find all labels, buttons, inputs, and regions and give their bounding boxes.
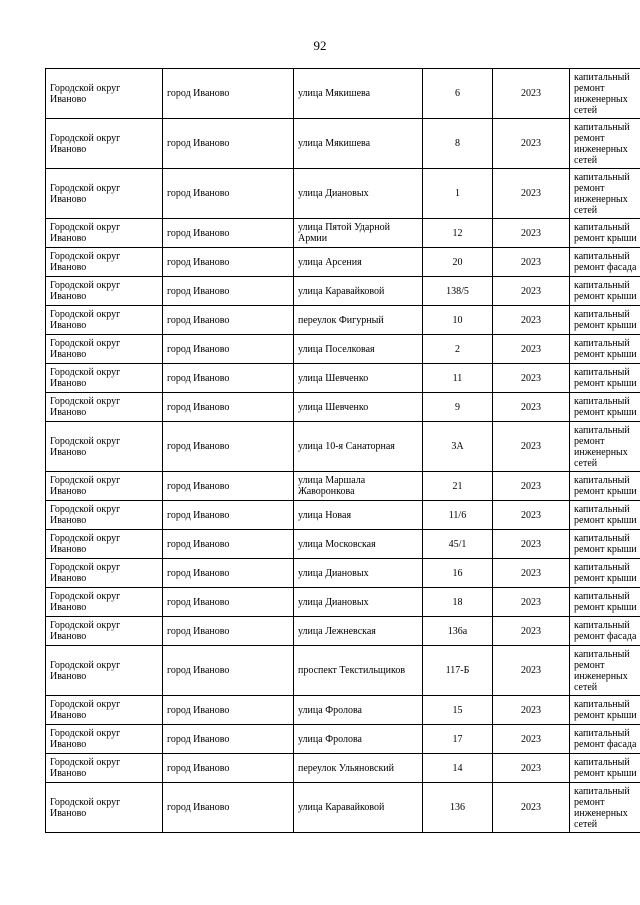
work-type-cell: капитальный ремонт крыши	[570, 696, 640, 725]
street-cell: улица Шевченко	[294, 393, 423, 422]
district-cell: Городской округ Иваново	[46, 501, 163, 530]
work-type-cell: капитальный ремонт крыши	[570, 559, 640, 588]
settlement-cell: город Иваново	[163, 277, 294, 306]
district-cell: Городской округ Иваново	[46, 754, 163, 783]
district-cell: Городской округ Иваново	[46, 646, 163, 696]
district-cell: Городской округ Иваново	[46, 588, 163, 617]
work-type-cell: капитальный ремонт крыши	[570, 364, 640, 393]
year-cell: 2023	[493, 588, 570, 617]
street-cell: улица Лежневская	[294, 617, 423, 646]
table-row	[46, 783, 640, 833]
street-cell: переулок Ульяновский	[294, 754, 423, 783]
house-number-cell: 21	[423, 472, 493, 501]
year-cell: 2023	[493, 335, 570, 364]
street-cell: улица Поселковая	[294, 335, 423, 364]
house-number-cell: 14	[423, 754, 493, 783]
work-type-cell: капитальный ремонт крыши	[570, 754, 640, 783]
table-row	[46, 248, 640, 277]
street-cell: улица Шевченко	[294, 364, 423, 393]
table-row	[46, 69, 640, 119]
house-number-cell: 136	[423, 783, 493, 833]
table-row	[46, 364, 640, 393]
district-cell: Городской округ Иваново	[46, 725, 163, 754]
work-type-cell: капитальный ремонт фасада	[570, 725, 640, 754]
settlement-cell: город Иваново	[163, 588, 294, 617]
table-row	[46, 530, 640, 559]
repair-schedule-table	[45, 68, 640, 833]
house-number-cell: 11/6	[423, 501, 493, 530]
district-cell: Городской округ Иваново	[46, 335, 163, 364]
house-number-cell: 17	[423, 725, 493, 754]
year-cell: 2023	[493, 501, 570, 530]
table-row	[46, 472, 640, 501]
work-type-cell: капитальный ремонт фасада	[570, 248, 640, 277]
year-cell: 2023	[493, 393, 570, 422]
work-type-cell: капитальный ремонт крыши	[570, 472, 640, 501]
table-row	[46, 559, 640, 588]
year-cell: 2023	[493, 169, 570, 219]
work-type-cell: капитальный ремонт инженерных сетей	[570, 119, 640, 169]
house-number-cell: 138/5	[423, 277, 493, 306]
table-row	[46, 306, 640, 335]
year-cell: 2023	[493, 422, 570, 472]
work-type-cell: капитальный ремонт крыши	[570, 306, 640, 335]
year-cell: 2023	[493, 617, 570, 646]
district-cell: Городской округ Иваново	[46, 219, 163, 248]
district-cell: Городской округ Иваново	[46, 422, 163, 472]
district-cell: Городской округ Иваново	[46, 364, 163, 393]
house-number-cell: 10	[423, 306, 493, 335]
year-cell: 2023	[493, 754, 570, 783]
work-type-cell: капитальный ремонт крыши	[570, 277, 640, 306]
house-number-cell: 12	[423, 219, 493, 248]
house-number-cell: 1	[423, 169, 493, 219]
district-cell: Городской округ Иваново	[46, 248, 163, 277]
street-cell: улица Диановых	[294, 588, 423, 617]
settlement-cell: город Иваново	[163, 501, 294, 530]
settlement-cell: город Иваново	[163, 617, 294, 646]
table-row	[46, 335, 640, 364]
work-type-cell: капитальный ремонт крыши	[570, 501, 640, 530]
district-cell: Городской округ Иваново	[46, 530, 163, 559]
settlement-cell: город Иваново	[163, 472, 294, 501]
street-cell: улица Пятой Ударной Армии	[294, 219, 423, 248]
house-number-cell: 9	[423, 393, 493, 422]
year-cell: 2023	[493, 219, 570, 248]
street-cell: улица Мякишева	[294, 119, 423, 169]
house-number-cell: 15	[423, 696, 493, 725]
district-cell: Городской округ Иваново	[46, 472, 163, 501]
district-cell: Городской округ Иваново	[46, 277, 163, 306]
year-cell: 2023	[493, 696, 570, 725]
table-row	[46, 393, 640, 422]
settlement-cell: город Иваново	[163, 530, 294, 559]
year-cell: 2023	[493, 725, 570, 754]
street-cell: улица Фролова	[294, 725, 423, 754]
table-row	[46, 696, 640, 725]
street-cell: проспект Текстильщиков	[294, 646, 423, 696]
settlement-cell: город Иваново	[163, 696, 294, 725]
settlement-cell: город Иваново	[163, 248, 294, 277]
street-cell: улица Каравайковой	[294, 783, 423, 833]
page-number: 92	[313, 38, 327, 53]
street-cell: улица Фролова	[294, 696, 423, 725]
settlement-cell: город Иваново	[163, 393, 294, 422]
district-cell: Городской округ Иваново	[46, 169, 163, 219]
year-cell: 2023	[493, 277, 570, 306]
district-cell: Городской округ Иваново	[46, 119, 163, 169]
district-cell: Городской округ Иваново	[46, 696, 163, 725]
work-type-cell: капитальный ремонт инженерных сетей	[570, 69, 640, 119]
work-type-cell: капитальный ремонт крыши	[570, 393, 640, 422]
year-cell: 2023	[493, 306, 570, 335]
street-cell: улица Арсения	[294, 248, 423, 277]
table-row	[46, 501, 640, 530]
settlement-cell: город Иваново	[163, 306, 294, 335]
table-row	[46, 277, 640, 306]
table-row	[46, 754, 640, 783]
house-number-cell: 2	[423, 335, 493, 364]
house-number-cell: 20	[423, 248, 493, 277]
settlement-cell: город Иваново	[163, 364, 294, 393]
table-row	[46, 119, 640, 169]
district-cell: Городской округ Иваново	[46, 559, 163, 588]
settlement-cell: город Иваново	[163, 783, 294, 833]
year-cell: 2023	[493, 646, 570, 696]
street-cell: улица Маршала Жаворонкова	[294, 472, 423, 501]
settlement-cell: город Иваново	[163, 725, 294, 754]
street-cell: улица Диановых	[294, 169, 423, 219]
district-cell: Городской округ Иваново	[46, 617, 163, 646]
year-cell: 2023	[493, 472, 570, 501]
year-cell: 2023	[493, 559, 570, 588]
street-cell: улица Новая	[294, 501, 423, 530]
table-row	[46, 169, 640, 219]
house-number-cell: 136а	[423, 617, 493, 646]
year-cell: 2023	[493, 248, 570, 277]
work-type-cell: капитальный ремонт инженерных сетей	[570, 646, 640, 696]
house-number-cell: 11	[423, 364, 493, 393]
district-cell: Городской округ Иваново	[46, 393, 163, 422]
settlement-cell: город Иваново	[163, 169, 294, 219]
work-type-cell: капитальный ремонт инженерных сетей	[570, 783, 640, 833]
work-type-cell: капитальный ремонт крыши	[570, 530, 640, 559]
work-type-cell: капитальный ремонт крыши	[570, 588, 640, 617]
settlement-cell: город Иваново	[163, 754, 294, 783]
house-number-cell: 117-Б	[423, 646, 493, 696]
work-type-cell: капитальный ремонт крыши	[570, 335, 640, 364]
table-row	[46, 617, 640, 646]
district-cell: Городской округ Иваново	[46, 783, 163, 833]
work-type-cell: капитальный ремонт фасада	[570, 617, 640, 646]
settlement-cell: город Иваново	[163, 69, 294, 119]
house-number-cell: 6	[423, 69, 493, 119]
work-type-cell: капитальный ремонт инженерных сетей	[570, 422, 640, 472]
street-cell: переулок Фигурный	[294, 306, 423, 335]
street-cell: улица Каравайковой	[294, 277, 423, 306]
year-cell: 2023	[493, 119, 570, 169]
table-row	[46, 219, 640, 248]
year-cell: 2023	[493, 364, 570, 393]
district-cell: Городской округ Иваново	[46, 69, 163, 119]
house-number-cell: 3А	[423, 422, 493, 472]
table-row	[46, 646, 640, 696]
settlement-cell: город Иваново	[163, 119, 294, 169]
settlement-cell: город Иваново	[163, 335, 294, 364]
year-cell: 2023	[493, 69, 570, 119]
street-cell: улица 10-я Санаторная	[294, 422, 423, 472]
year-cell: 2023	[493, 783, 570, 833]
district-cell: Городской округ Иваново	[46, 306, 163, 335]
settlement-cell: город Иваново	[163, 422, 294, 472]
table-row	[46, 422, 640, 472]
table-row	[46, 725, 640, 754]
house-number-cell: 16	[423, 559, 493, 588]
settlement-cell: город Иваново	[163, 559, 294, 588]
year-cell: 2023	[493, 530, 570, 559]
house-number-cell: 8	[423, 119, 493, 169]
work-type-cell: капитальный ремонт инженерных сетей	[570, 169, 640, 219]
settlement-cell: город Иваново	[163, 219, 294, 248]
work-type-cell: капитальный ремонт крыши	[570, 219, 640, 248]
street-cell: улица Диановых	[294, 559, 423, 588]
street-cell: улица Мякишева	[294, 69, 423, 119]
house-number-cell: 18	[423, 588, 493, 617]
house-number-cell: 45/1	[423, 530, 493, 559]
street-cell: улица Московская	[294, 530, 423, 559]
settlement-cell: город Иваново	[163, 646, 294, 696]
table-row	[46, 588, 640, 617]
